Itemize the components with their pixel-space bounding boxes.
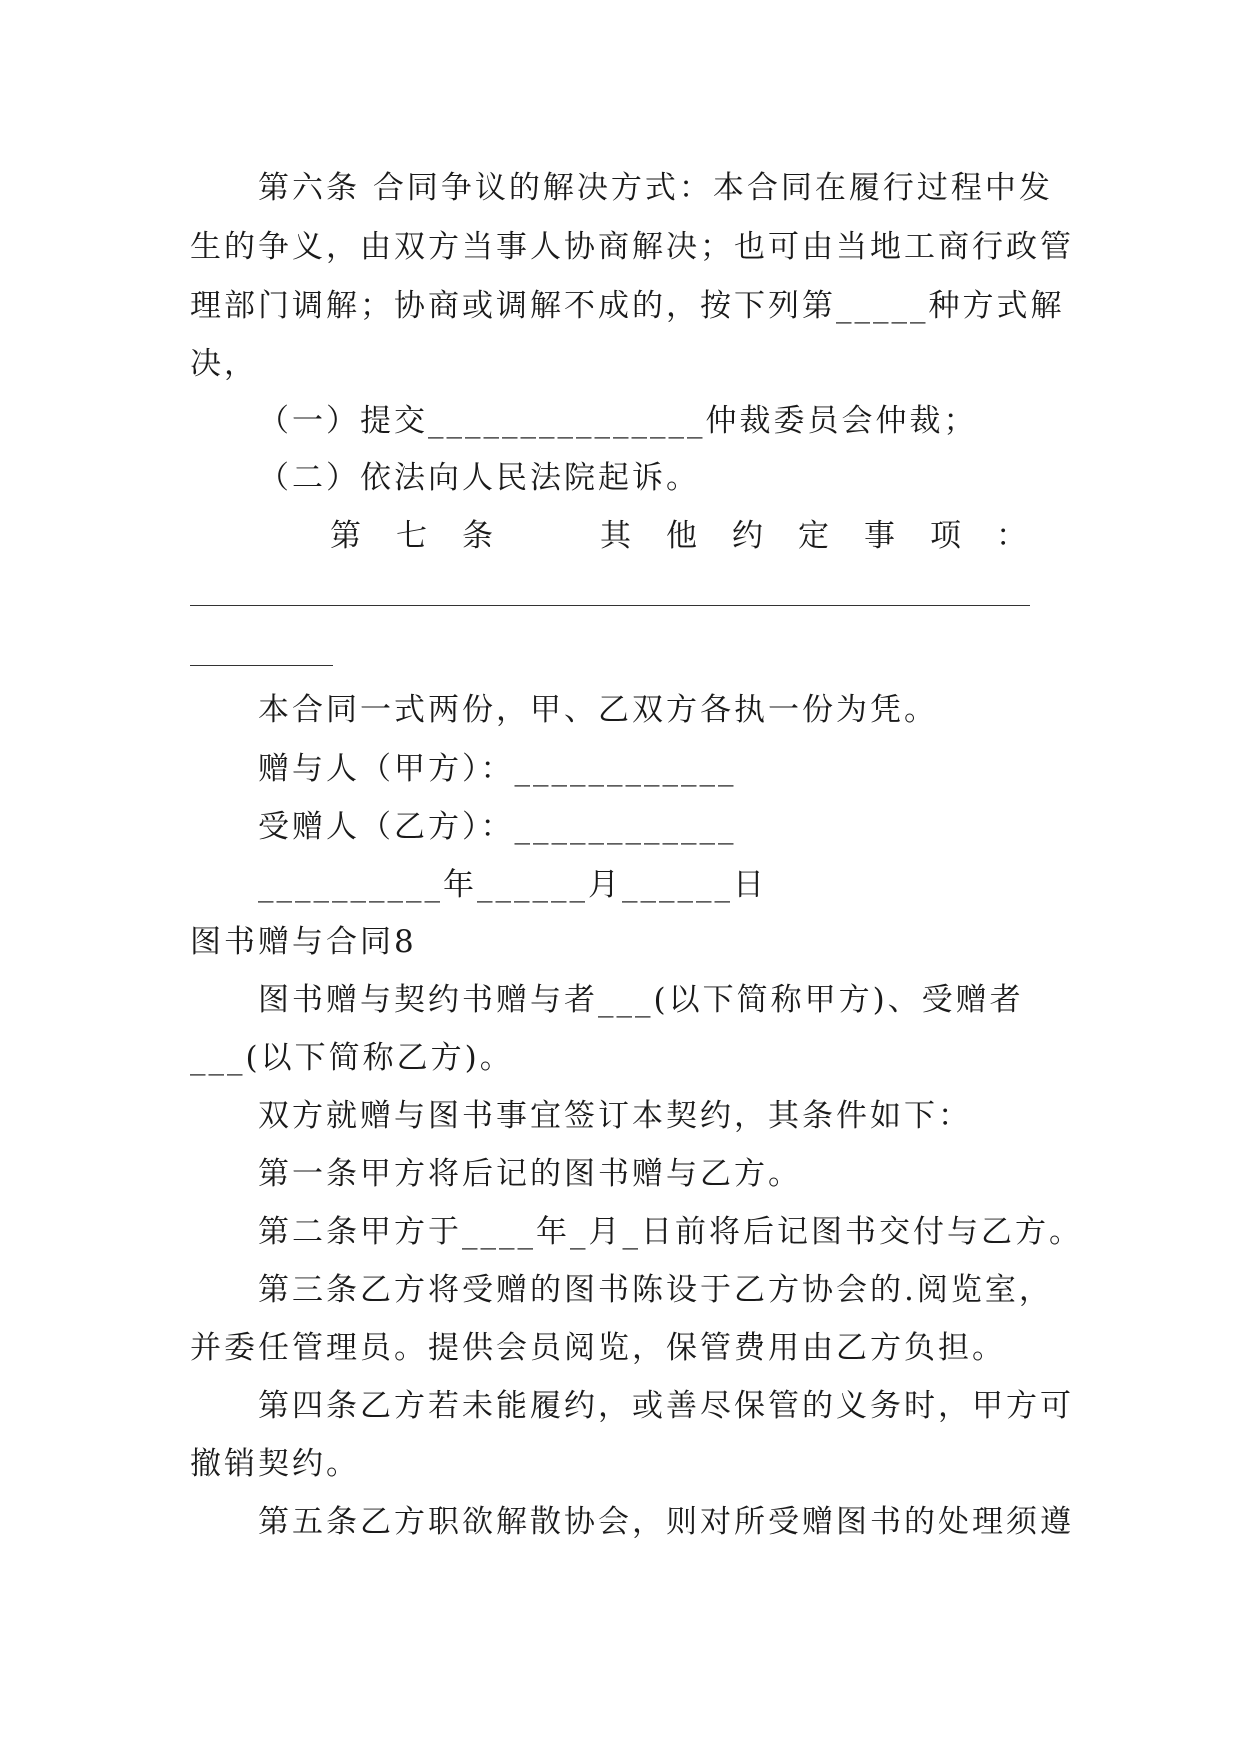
date-line: __________年______月______日: [258, 867, 767, 903]
contract-intro-line-1: 图书赠与契约书赠与者___(以下简称甲方)、受赠者: [258, 982, 1024, 1018]
article3-line-1: 第三条乙方将受赠的图书陈设于乙方协会的.阅览室，: [258, 1272, 1053, 1308]
blank-underline-short: [190, 665, 333, 666]
article7-char: 七: [396, 518, 430, 554]
article7-char: 他: [666, 518, 700, 554]
article7-char: 定: [798, 518, 832, 554]
article6-line-3: 理部门调解；协商或调解不成的，按下列第_____种方式解: [190, 288, 1065, 324]
copies-note: 本合同一式两份，甲、乙双方各执一份为凭。: [258, 692, 938, 728]
article7-char: 项: [930, 518, 964, 554]
article4-line-2: 撤销契约。: [190, 1446, 360, 1482]
article6-line-1: 第六条 合同争议的解决方式：本合同在履行过程中发: [258, 170, 1053, 206]
article3-line-2: 并委任管理员。提供会员阅览，保管费用由乙方负担。: [190, 1330, 1006, 1366]
donor-signature-line: 赠与人（甲方）：____________: [258, 751, 737, 787]
article2: 第二条甲方于____年_月_日前将后记图书交付与乙方。: [258, 1214, 1083, 1250]
article7-heading: [330, 516, 1030, 556]
lawsuit-option: （二）依法向人民法院起诉。: [258, 460, 700, 496]
article7-gap: [528, 516, 568, 556]
article7-char: 事: [864, 518, 898, 554]
conditions-intro: 双方就赠与图书事宜签订本契约，其条件如下：: [258, 1098, 972, 1134]
donee-signature-line: 受赠人（乙方）：____________: [258, 809, 737, 845]
article5-line-1: 第五条乙方职欲解散协会，则对所受赠图书的处理须遵: [258, 1504, 1074, 1540]
article4-line-1: 第四条乙方若未能履约，或善尽保管的义务时，甲方可: [258, 1388, 1074, 1424]
article7-char: 条: [462, 518, 496, 554]
section-title: 图书赠与合同8: [190, 924, 417, 960]
article7-char: 约: [732, 518, 766, 554]
article7-char: ：: [996, 518, 1030, 554]
article7-char: 其: [600, 518, 634, 554]
article1: 第一条甲方将后记的图书赠与乙方。: [258, 1156, 802, 1192]
article6-line-2: 生的争义，由双方当事人协商解决；也可由当地工商行政管: [190, 229, 1074, 265]
contract-intro-line-2: ___(以下简称乙方)。: [190, 1040, 514, 1076]
article6-line-4: 决，: [190, 346, 258, 382]
article7-char: 第: [330, 518, 364, 554]
arbitration-option: （一）提交_______________仲裁委员会仲裁；: [258, 403, 978, 439]
blank-underline-long: [190, 605, 1030, 606]
